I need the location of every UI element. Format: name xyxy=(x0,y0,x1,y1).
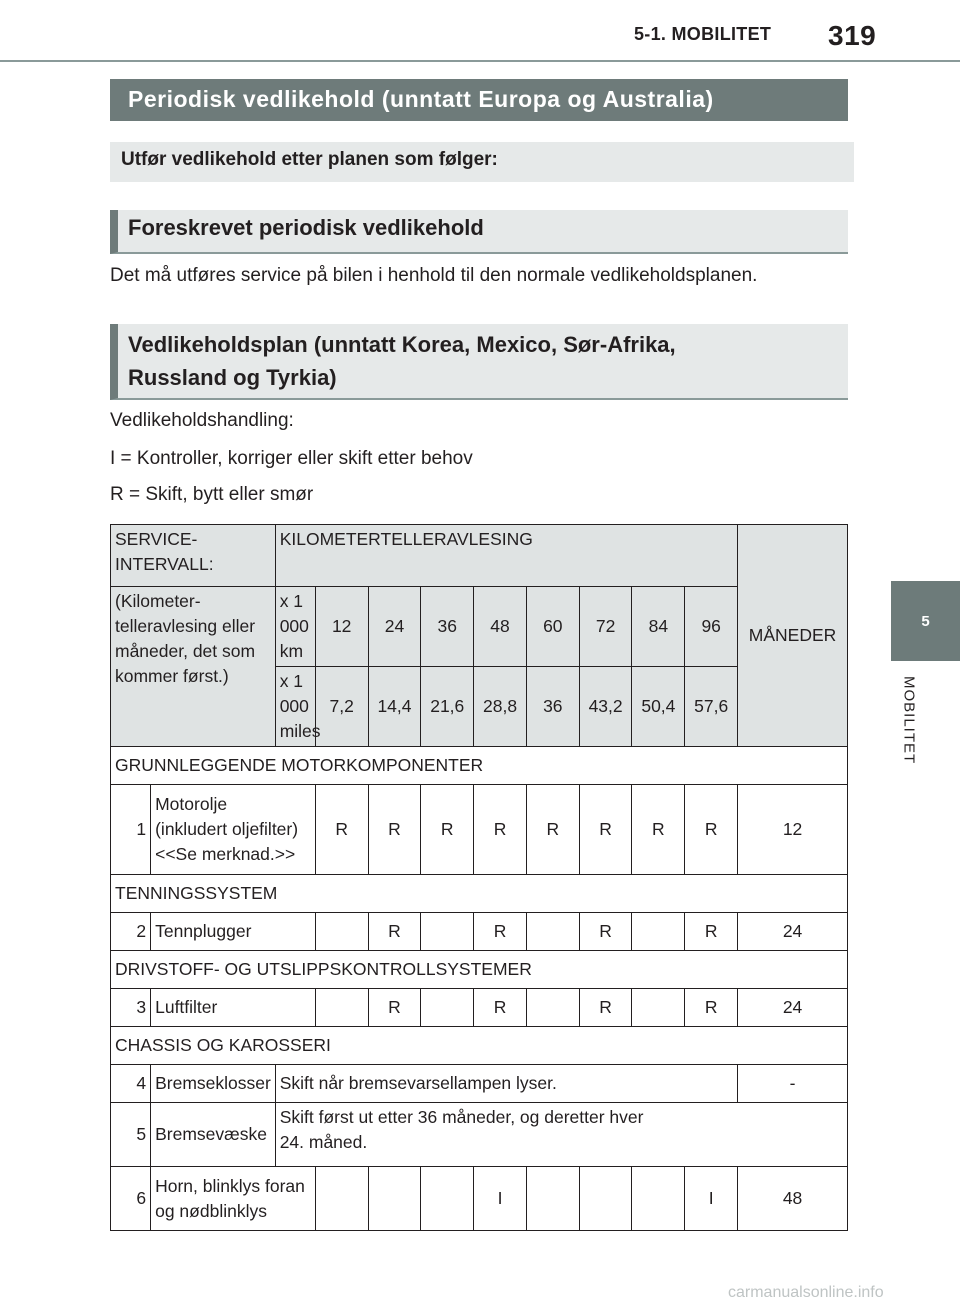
mile-value: 7,2 xyxy=(315,667,368,747)
action-cell: R xyxy=(579,913,632,951)
mile-value: 43,2 xyxy=(579,667,632,747)
action-cell xyxy=(421,989,474,1027)
table-row xyxy=(111,785,848,875)
action-cell: R xyxy=(368,785,421,875)
note-cell: Skift når bremsevarsellampen lyser. xyxy=(275,1065,737,1103)
action-cell xyxy=(632,1167,685,1231)
table-row xyxy=(111,1065,848,1103)
section-ignition: TENNINGSSYSTEM xyxy=(111,875,848,913)
intro-text: Utfør vedlikehold etter planen som følger: xyxy=(110,142,854,182)
section-engine: GRUNNLEGGENDE MOTORKOMPONENTER xyxy=(111,747,848,785)
km-value: 24 xyxy=(368,587,421,667)
action-cell: R xyxy=(474,989,527,1027)
mile-value: 28,8 xyxy=(474,667,527,747)
action-cell: R xyxy=(632,785,685,875)
km-value: 48 xyxy=(474,587,527,667)
item-cell xyxy=(151,785,316,875)
legend-r: R = Skift, bytt eller smør xyxy=(110,484,314,505)
action-cell xyxy=(632,989,685,1027)
action-cell: I xyxy=(685,1167,738,1231)
chapter-label: MOBILITET xyxy=(900,676,918,765)
action-cell xyxy=(579,1167,632,1231)
odometer-header: KILOMETERTELLERAVLESING xyxy=(275,525,737,587)
action-cell: R xyxy=(579,989,632,1027)
item-cell: Luftfilter xyxy=(151,989,316,1027)
action-cell: R xyxy=(421,785,474,875)
action-cell: R xyxy=(526,785,579,875)
action-cell xyxy=(315,989,368,1027)
action-cell: R xyxy=(368,913,421,951)
action-cell: R xyxy=(579,785,632,875)
months-header: MÅNEDER xyxy=(738,525,848,747)
header-divider xyxy=(0,60,960,62)
action-cell: R xyxy=(685,785,738,875)
kilometer-note: (Kilometer-telleravlesing eller måneder, det som kommer først.) xyxy=(111,587,276,747)
row-number: 6 xyxy=(111,1167,151,1231)
chapter-tab[interactable]: 5 xyxy=(891,581,960,661)
item-line: (inkludert oljefilter) xyxy=(155,819,299,839)
km-value: 12 xyxy=(315,587,368,667)
service-interval-header: SERVICE-INTERVALL: xyxy=(111,525,276,587)
months-cell: 12 xyxy=(738,785,848,875)
km-value: 96 xyxy=(685,587,738,667)
action-cell: R xyxy=(474,785,527,875)
action-cell xyxy=(315,913,368,951)
action-cell xyxy=(526,989,579,1027)
note-line: 24. måned. xyxy=(279,1132,368,1152)
mile-value: 21,6 xyxy=(421,667,474,747)
row-number: 5 xyxy=(111,1103,151,1167)
months-cell: 24 xyxy=(738,989,848,1027)
km-value: 84 xyxy=(632,587,685,667)
unit-miles: x 1 000 miles xyxy=(275,667,315,747)
heading-line-2: Russland og Tyrkia) xyxy=(128,365,337,390)
row-number: 2 xyxy=(111,913,151,951)
action-cell: R xyxy=(315,785,368,875)
action-cell: R xyxy=(685,989,738,1027)
action-cell xyxy=(368,1167,421,1231)
row-number: 4 xyxy=(111,1065,151,1103)
item-line: <<Se merknad.>> xyxy=(155,844,296,864)
note-line: Skift først ut etter 36 måneder, og deretter hver xyxy=(279,1107,644,1127)
table-row xyxy=(111,1167,848,1231)
section-title: 5-1. MOBILITET xyxy=(634,24,772,44)
mile-value: 57,6 xyxy=(685,667,738,747)
heading-maintenance-schedule xyxy=(110,324,848,400)
action-cell xyxy=(526,1167,579,1231)
mile-value: 14,4 xyxy=(368,667,421,747)
item-cell: Tennplugger xyxy=(151,913,316,951)
mile-value: 50,4 xyxy=(632,667,685,747)
action-cell: R xyxy=(474,913,527,951)
action-cell: I xyxy=(474,1167,527,1231)
watermark: carmanualsonline.info xyxy=(728,1284,884,1301)
months-cell: - xyxy=(738,1065,848,1103)
action-cell xyxy=(421,1167,474,1231)
km-value: 72 xyxy=(579,587,632,667)
km-value: 60 xyxy=(526,587,579,667)
heading-line-1: Vedlikeholdsplan (unntatt Korea, Mexico, Sør-Afrika, xyxy=(128,332,676,357)
legend-title: Vedlikeholdshandling: xyxy=(110,410,294,431)
item-cell: Bremsevæske xyxy=(151,1103,276,1167)
maintenance-table xyxy=(110,524,848,1231)
action-cell xyxy=(632,913,685,951)
item-line: Horn, blinklys foran xyxy=(155,1175,305,1196)
mile-value: 36 xyxy=(526,667,579,747)
item-cell: Bremseklosser xyxy=(151,1065,276,1103)
note-cell xyxy=(275,1103,847,1167)
heading-prescribed-maintenance: Foreskrevet periodisk vedlikehold xyxy=(110,210,848,254)
page-number: 319 xyxy=(828,20,877,51)
action-cell xyxy=(526,913,579,951)
row-number: 3 xyxy=(111,989,151,1027)
months-cell: 48 xyxy=(738,1167,848,1231)
item-line: og nødblinklys xyxy=(155,1200,267,1221)
legend-i: I = Kontroller, korriger eller skift etter behov xyxy=(110,448,473,469)
action-cell: R xyxy=(685,913,738,951)
row-number: 1 xyxy=(111,785,151,875)
paragraph-service: Det må utføres service på bilen i henhold til den normale vedlikeholdsplanen. xyxy=(110,265,758,286)
table-row xyxy=(111,989,848,1027)
table-row xyxy=(111,913,848,951)
item-line: Motorolje xyxy=(155,794,228,814)
action-cell xyxy=(315,1167,368,1231)
action-cell: R xyxy=(368,989,421,1027)
item-cell xyxy=(151,1167,316,1231)
unit-km: x 1 000 km xyxy=(275,587,315,667)
action-cell xyxy=(421,913,474,951)
km-value: 36 xyxy=(421,587,474,667)
months-cell: 24 xyxy=(738,913,848,951)
banner-title: Periodisk vedlikehold (unntatt Europa og Australia) xyxy=(110,79,848,121)
section-fuel: DRIVSTOFF- OG UTSLIPPSKONTROLLSYSTEMER xyxy=(111,951,848,989)
table-row xyxy=(111,1103,848,1167)
section-chassis: CHASSIS OG KAROSSERI xyxy=(111,1027,848,1065)
